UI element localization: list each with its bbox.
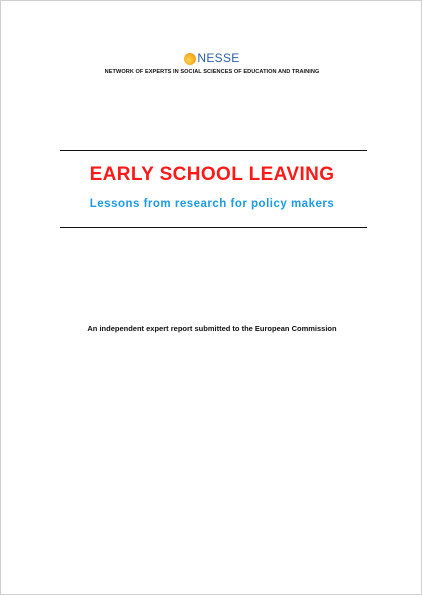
report-note: An independent expert report submitted to the European Commission <box>87 324 337 333</box>
document-title: EARLY SCHOOL LEAVING <box>89 164 335 185</box>
bottom-divider <box>60 227 367 228</box>
top-divider <box>60 150 367 151</box>
network-name: NETWORK OF EXPERTS IN SOCIAL SCIENCES OF EDUCATION AND TRAINING <box>104 69 320 75</box>
nesse-logo <box>1 51 422 65</box>
logo-text: NESSE <box>197 51 240 65</box>
sun-disc-icon <box>184 53 196 65</box>
document-subtitle: Lessons from research for policy makers <box>89 198 335 210</box>
